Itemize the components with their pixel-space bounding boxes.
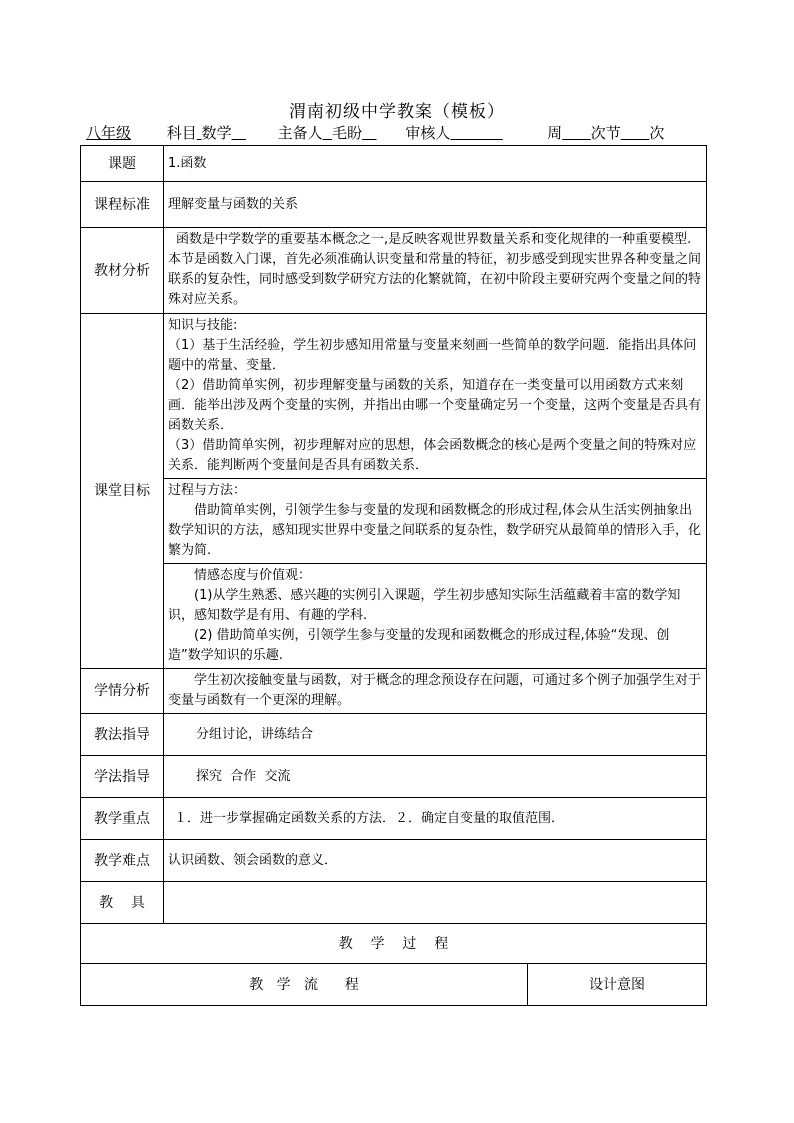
grade-value: 八年级 <box>86 124 132 142</box>
row-topic <box>81 146 707 182</box>
analysis-text: 函数是中学数学的重要基本概念之一,是反映客观世界数量关系和变化规律的一种重要模型.本节是函数入门课，首先必须准确认识变量和常量的特征，初步感受到现实世界各种变量之间联系的复杂性，同时感受到数学研究方法的化繁就简，在初中阶段主要研究两个变量之间的特殊对应关系。 <box>168 232 702 307</box>
tools-label: 教 具 <box>81 882 164 924</box>
knowledge-title: 知识与技能: <box>168 318 238 333</box>
row-standard <box>81 182 707 228</box>
learners-label: 学情分析 <box>81 669 164 714</box>
standard-label: 课程标准 <box>81 182 164 228</box>
analysis-label: 教材分析 <box>81 228 164 314</box>
header-meta <box>86 122 664 143</box>
flow-heading: 教 学 流 程 <box>81 964 528 1006</box>
subject-label: 科目 <box>166 124 197 142</box>
goals-label: 课堂目标 <box>81 314 164 669</box>
learners-value <box>164 669 707 714</box>
page-title: 渭南初级中学教案（模板） <box>289 102 505 122</box>
learners-text: 学生初次接触变量与函数，对于概念的理念预设存在问题，可通过多个例子加强学生对于变量与函数有一个更深的理解。 <box>168 673 702 708</box>
knowledge-item-1: （1）基于生活经验，学生初步感知用常量与变量来刻画一些简单的数学问题．能指出具体问题中的常量、变量． <box>168 338 697 373</box>
analysis-value <box>164 228 707 314</box>
key-points-value: １．进一步掌握确定函数关系的方法．２．确定自变量的取值范围． <box>164 798 707 840</box>
row-goals-process <box>81 479 707 564</box>
process-text: 借助简单实例，引领学生参与变量的发现和函数概念的形成过程,体会从生活实例抽象出数学知识的方法，感知现实世界中变量之间联系的复杂性，数学研究从最简单的情形入手，化繁为简. <box>168 503 702 558</box>
reviewer-label: 审核人 <box>405 124 451 142</box>
row-difficulties <box>81 840 707 882</box>
goals-knowledge <box>164 314 707 479</box>
attitude-title: 情感态度与价值观： <box>194 568 312 583</box>
subject-value: 数学 <box>201 124 232 142</box>
session-label: 次节 <box>590 124 621 142</box>
row-process-heading <box>81 924 707 964</box>
goals-process <box>164 479 707 564</box>
row-learners <box>81 669 707 714</box>
row-tools <box>81 882 707 924</box>
tools-value <box>164 882 707 924</box>
preparer-label: 主备人 <box>277 124 323 142</box>
row-goals-knowledge <box>81 314 707 479</box>
knowledge-item-2: （2）借助简单实例，初步理解变量与函数的关系，知道存在一类变量可以用函数方式来刻画．能举出涉及两个变量的实例，并指出由哪一个变量确定另一个变量，这两个变量是否具有函数关系． <box>168 378 702 433</box>
row-key-points <box>81 798 707 840</box>
learning-method-label: 学法指导 <box>81 756 164 798</box>
teaching-method-label: 教法指导 <box>81 714 164 756</box>
row-teaching-method <box>81 714 707 756</box>
difficulties-label: 教学难点 <box>81 840 164 882</box>
reviewer-value <box>450 124 498 142</box>
row-learning-method <box>81 756 707 798</box>
session-value <box>621 124 650 142</box>
preparer-value: 毛盼 <box>332 124 363 142</box>
week-value <box>562 124 591 142</box>
times-label: 次 <box>649 124 665 142</box>
process-heading: 教 学 过 程 <box>81 924 707 964</box>
topic-label: 课题 <box>81 146 164 182</box>
attitude-item-1: (1)从学生熟悉、感兴趣的实例引入课题，学生初步感知实际生活蕴藏着丰富的数学知识，感知数学是有用、有趣的学科. <box>168 588 681 623</box>
row-flow-heading <box>81 964 707 1006</box>
key-points-label: 教学重点 <box>81 798 164 840</box>
standard-value: 理解变量与函数的关系 <box>164 182 707 228</box>
intent-heading: 设计意图 <box>528 964 707 1006</box>
row-analysis <box>81 228 707 314</box>
knowledge-item-3: （3）借助简单实例，初步理解对应的思想，体会函数概念的核心是两个变量之间的特殊对应关系．能判断两个变量间是否具有函数关系． <box>168 438 697 473</box>
goals-attitude <box>164 564 707 669</box>
topic-value: 1.函数 <box>164 146 707 182</box>
process-title: 过程与方法： <box>168 483 247 498</box>
teaching-method-value: 分组讨论，讲练结合 <box>164 714 707 756</box>
learning-method-value: 探究 合作 交流 <box>164 756 707 798</box>
lesson-plan-table <box>80 145 707 1006</box>
difficulties-value: 认识函数、领会函数的意义． <box>164 840 707 882</box>
row-goals-attitude <box>81 564 707 669</box>
week-label: 周 <box>547 124 563 142</box>
attitude-item-2: (2) 借助简单实例，引领学生参与变量的发现和函数概念的形成过程,体验“发现、创造”数学知识的乐趣. <box>168 628 670 663</box>
